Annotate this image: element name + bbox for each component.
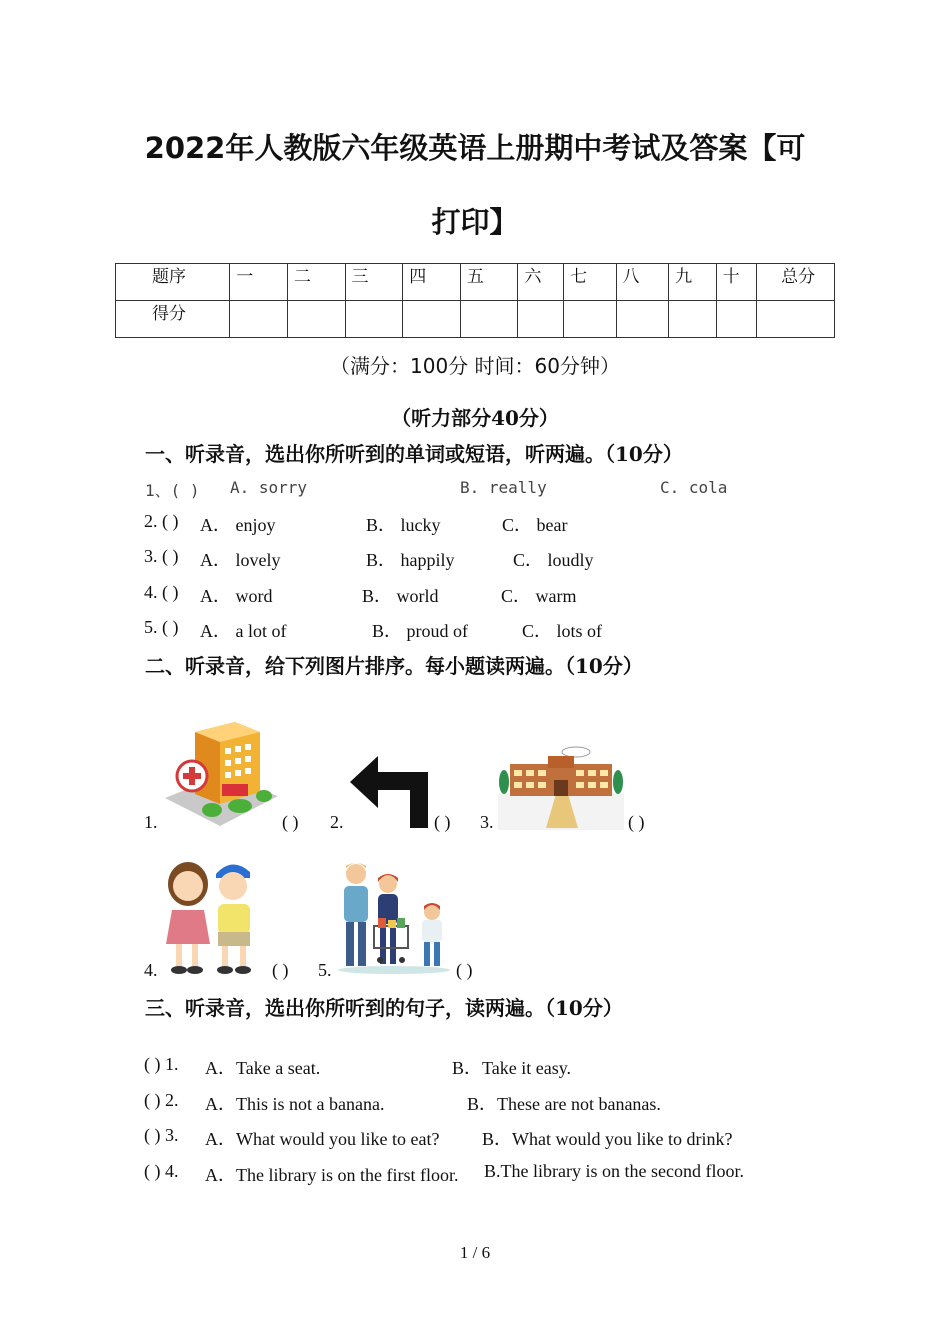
q1-option-c: C. cola xyxy=(660,478,728,497)
s3-q1-option-a: A．Take a seat. xyxy=(205,1058,321,1078)
s3-q2-option-a: A．This is not a banana. xyxy=(205,1094,385,1114)
hospital-icon xyxy=(160,718,280,830)
s3-q4-number: ( ) 4. xyxy=(144,1161,179,1181)
score-table xyxy=(115,263,835,338)
score-input-cell[interactable] xyxy=(403,301,461,338)
score-cell-3: 三 xyxy=(345,264,403,301)
picture-answer-2[interactable]: ( ) xyxy=(434,812,451,832)
score-cell-9: 九 xyxy=(669,264,717,301)
s3-q3-option-b: B．What would you like to drink? xyxy=(482,1129,733,1149)
family-shopping-icon xyxy=(334,860,452,976)
picture-answer-4[interactable]: ( ) xyxy=(272,960,289,980)
score-cell-total: 总分 xyxy=(757,264,835,301)
q2-option-c: C． bear xyxy=(502,515,568,535)
q5-option-b: B． proud of xyxy=(372,621,468,641)
score-row-label: 得分 xyxy=(116,301,230,338)
score-input-cell[interactable] xyxy=(616,301,669,338)
s3-q4-option-b: B.The library is on the second floor. xyxy=(484,1161,744,1181)
score-cell-7: 七 xyxy=(563,264,616,301)
score-cell-10: 十 xyxy=(716,264,756,301)
q5-option-a: A． a lot of xyxy=(200,621,287,641)
q3-option-a: A． lovely xyxy=(200,550,281,570)
q3-option-b: B． happily xyxy=(366,550,455,570)
s3-q3-number: ( ) 3. xyxy=(144,1125,179,1145)
score-input-cell[interactable] xyxy=(669,301,717,338)
q2-option-b: B． lucky xyxy=(366,515,441,535)
q4-option-c: C． warm xyxy=(501,586,577,606)
score-table-header-row xyxy=(116,264,835,301)
score-input-cell[interactable] xyxy=(518,301,564,338)
score-cell-4: 四 xyxy=(403,264,461,301)
score-input-cell[interactable] xyxy=(287,301,345,338)
q2-option-a: A． enjoy xyxy=(200,515,276,535)
page-title-line1: 2022年人教版六年级英语上册期中考试及答案【可 xyxy=(144,131,806,165)
q4-number: 4. ( ) xyxy=(144,582,179,602)
score-input-cell[interactable] xyxy=(460,301,518,338)
page-number: 1 / 6 xyxy=(459,1243,491,1262)
s3-q1-option-b: B．Take it easy. xyxy=(452,1058,572,1078)
kids-walking-icon xyxy=(162,856,268,976)
score-input-cell[interactable] xyxy=(757,301,835,338)
score-cell-6: 六 xyxy=(518,264,564,301)
q5-option-c: C． lots of xyxy=(522,621,603,641)
s3-q3-option-a: A．What would you like to eat? xyxy=(205,1129,440,1149)
score-cell-5: 五 xyxy=(460,264,518,301)
section3-heading: 三、听录音，选出你所听到的句子，读两遍。（10分） xyxy=(145,996,623,1020)
score-cell-8: 八 xyxy=(616,264,669,301)
score-cell-label: 题序 xyxy=(116,264,230,301)
page-title-line2: 打印】 xyxy=(431,205,519,239)
section2-heading: 二、听录音，给下列图片排序。每小题读两遍。（10分） xyxy=(145,654,643,678)
q4-option-b: B． world xyxy=(362,586,439,606)
s3-q1-number: ( ) 1. xyxy=(144,1054,179,1074)
q2-number: 2. ( ) xyxy=(144,511,179,531)
picture-answer-5[interactable]: ( ) xyxy=(456,960,473,980)
score-table-score-row xyxy=(116,301,835,338)
s3-q2-number: ( ) 2. xyxy=(144,1090,179,1110)
q3-option-c: C． loudly xyxy=(513,550,594,570)
score-cell-2: 二 xyxy=(287,264,345,301)
q5-number: 5. ( ) xyxy=(144,617,179,637)
picture-answer-1[interactable]: ( ) xyxy=(282,812,299,832)
picture-label-1: 1. xyxy=(144,812,158,832)
section1-heading: 一、听录音，选出你所听到的单词或短语，听两遍。（10分） xyxy=(145,442,683,466)
score-input-cell[interactable] xyxy=(563,301,616,338)
picture-label-4: 4. xyxy=(144,960,158,980)
turn-left-arrow-icon xyxy=(348,752,434,830)
q4-option-a: A． word xyxy=(200,586,273,606)
school-building-icon xyxy=(498,742,624,830)
picture-label-5: 5. xyxy=(318,960,332,980)
q1-option-a: A. sorry xyxy=(230,478,308,497)
score-input-cell[interactable] xyxy=(230,301,288,338)
score-input-cell[interactable] xyxy=(716,301,756,338)
exam-info: （满分：100分 时间：60分钟） xyxy=(330,354,620,378)
score-input-cell[interactable] xyxy=(345,301,403,338)
q3-number: 3. ( ) xyxy=(144,546,179,566)
picture-label-2: 2. xyxy=(330,812,344,832)
q1-number: 1、( ) xyxy=(145,481,200,500)
s3-q4-option-a: A．The library is on the first floor. xyxy=(205,1165,459,1185)
listening-part-heading: （听力部分40分） xyxy=(391,406,559,430)
score-cell-1: 一 xyxy=(230,264,288,301)
q1-option-b: B. really xyxy=(460,478,547,497)
picture-answer-3[interactable]: ( ) xyxy=(628,812,645,832)
s3-q2-option-b: B．These are not bananas. xyxy=(467,1094,661,1114)
picture-label-3: 3. xyxy=(480,812,494,832)
